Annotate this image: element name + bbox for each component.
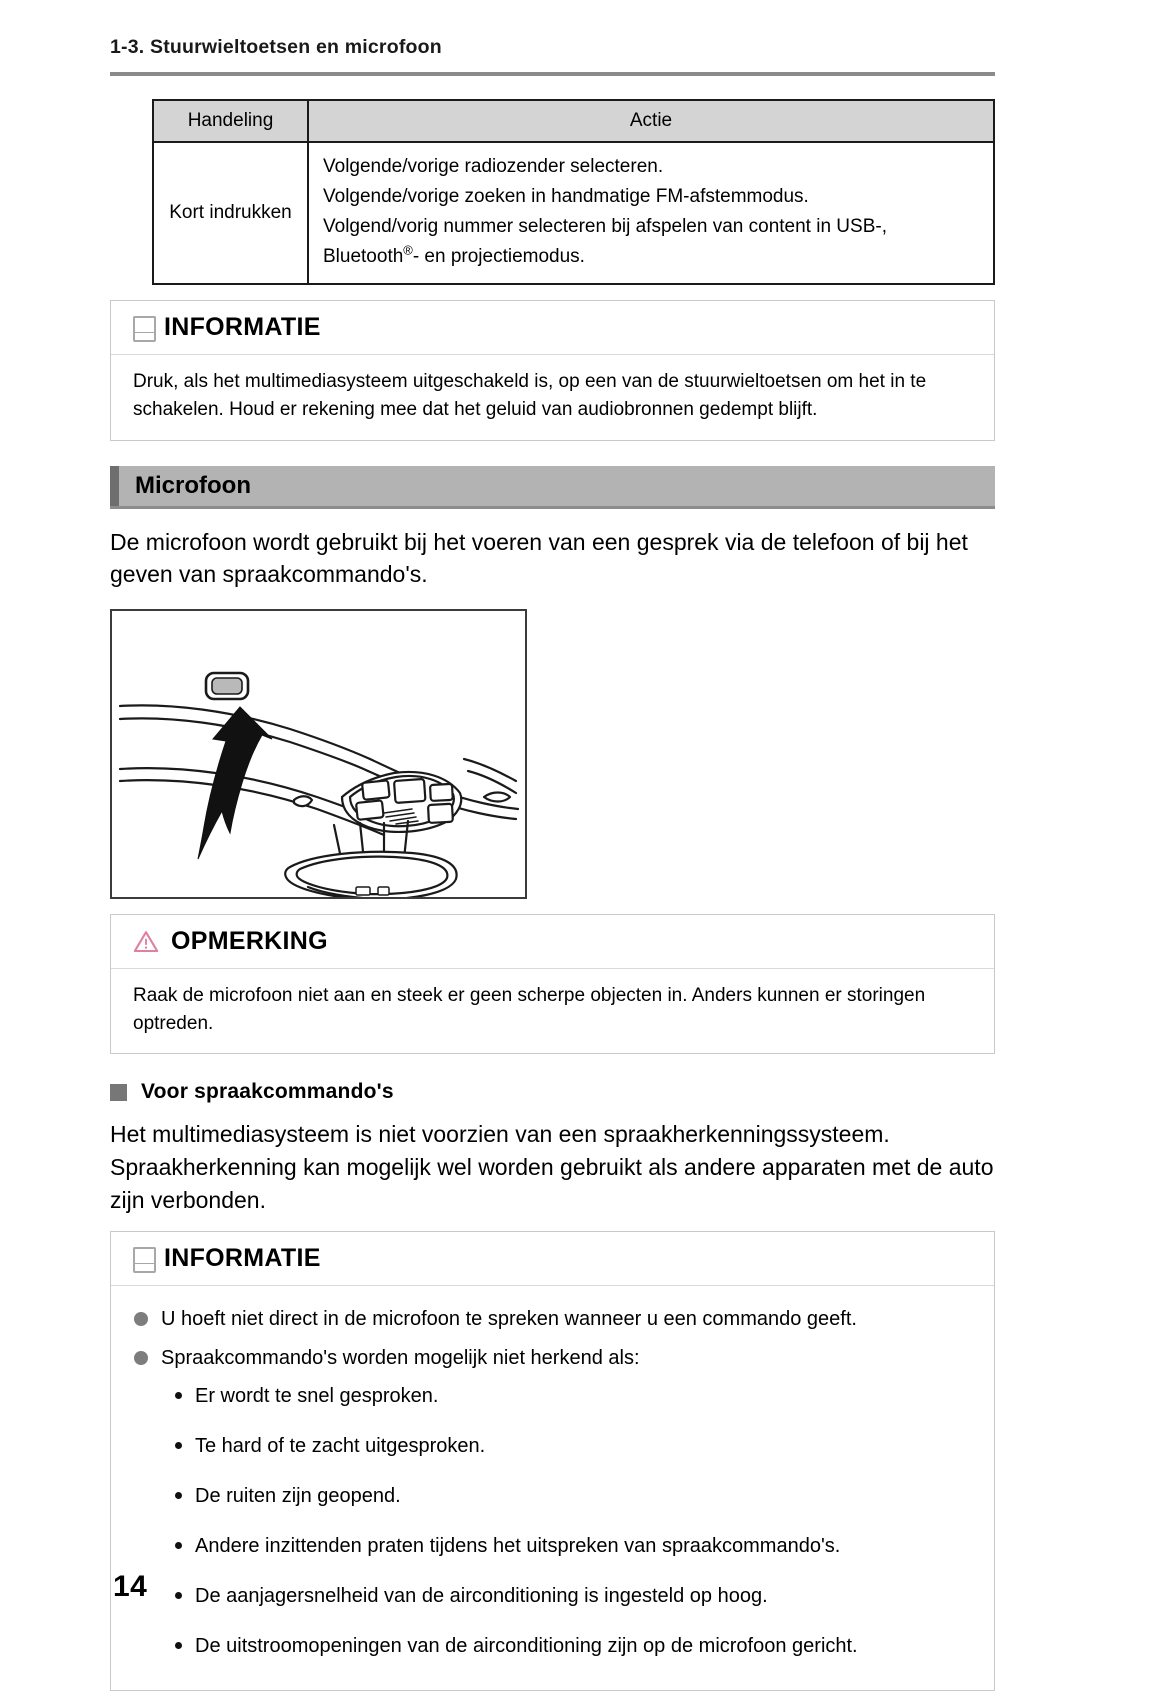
subsection-paragraph: Het multimediasysteem is niet voorzien van een spraakherkenningssysteem. Spraakherkenning kan mogelijk wel worden gebruikt als andere apparaten met de auto zijn verbonden. <box>110 1121 994 1213</box>
microphone-location-illustration <box>110 609 527 899</box>
sub-list-item <box>161 1633 976 1659</box>
sub-list-item <box>161 1433 976 1459</box>
book-icon <box>133 316 152 339</box>
sub-list-item-text: De uitstroomopeningen van de airconditioning zijn op de microfoon gericht. <box>195 1635 858 1658</box>
sub-list-item-text: De aanjagersnelheid van de airconditioning is ingesteld op hoog. <box>195 1585 768 1608</box>
actie-line-4 <box>323 242 981 272</box>
small-bullet-icon <box>175 1442 182 1449</box>
actie-line-2: Volgende/vorige zoeken in handmatige FM-afstemmodus. <box>323 186 809 208</box>
cell-handeling: Kort indrukken <box>153 142 308 284</box>
info-panel-1 <box>110 300 995 440</box>
table-header-row <box>153 100 994 142</box>
notice-panel-header <box>111 915 994 969</box>
sub-list-item-text: Te hard of te zacht uitgesproken. <box>195 1435 486 1458</box>
subsection-heading-voor-spraakcommandos <box>110 1080 995 1104</box>
notice-panel-body <box>111 969 994 1053</box>
actie-line-4-text: Bluetooth <box>323 246 404 268</box>
round-bullet-icon <box>134 1351 148 1365</box>
actie-line-4-suffix: - en projectiemodus. <box>412 246 585 268</box>
sub-list-item <box>161 1533 976 1559</box>
sub-list-item-text: De ruiten zijn geopend. <box>195 1485 401 1508</box>
cell-actie <box>308 142 994 284</box>
small-bullet-icon <box>175 1542 182 1549</box>
small-bullet-icon <box>175 1392 182 1399</box>
info-sub-bullet-list <box>161 1383 976 1659</box>
sub-list-item-text: Er wordt te snel gesproken. <box>195 1385 439 1408</box>
notice-panel-text: Raak de microfoon niet aan en steek er geen scherpe objecten in. Anders kunnen er storingen optreden. <box>133 984 926 1034</box>
sub-list-item <box>161 1483 976 1509</box>
sub-list-item-text: Andere inzittenden praten tijdens het uitspreken van spraakcommando's. <box>195 1535 841 1558</box>
list-item-text: Spraakcommando's worden mogelijk niet herkend als: <box>161 1347 640 1370</box>
info-panel-1-body <box>111 355 994 439</box>
small-bullet-icon <box>175 1642 182 1649</box>
headliner-line-drawing <box>112 611 525 897</box>
small-bullet-icon <box>175 1492 182 1499</box>
info-panel-2-title: INFORMATIE <box>164 1244 321 1273</box>
info-panel-2-header <box>111 1232 994 1286</box>
registered-mark: ® <box>403 242 413 258</box>
page-number: 14 <box>113 1570 148 1603</box>
list-item-text: U hoeft niet direct in de microfoon te spreken wanneer u een commando geeft. <box>161 1308 857 1331</box>
small-bullet-icon <box>175 1592 182 1599</box>
section-intro-paragraph: De microfoon wordt gebruikt bij het voeren van een gesprek via de telefoon of bij het geven van spraakcommando's. <box>110 528 968 588</box>
book-icon <box>133 1247 152 1270</box>
actie-line-1: Volgende/vorige radiozender selecteren. <box>323 156 664 177</box>
table-row <box>153 142 994 284</box>
header-rule <box>110 72 995 76</box>
page-content <box>110 0 995 1691</box>
list-item <box>133 1345 976 1659</box>
actie-line-3: Volgend/vorig nummer selecteren bij afspelen van content in USB-, <box>323 216 887 238</box>
section-heading-label: Microfoon <box>135 471 251 499</box>
subsection-heading-label: Voor spraakcommando's <box>141 1080 394 1104</box>
info-panel-1-header <box>111 301 994 355</box>
list-item <box>133 1306 976 1332</box>
callout-arrow <box>198 707 272 859</box>
column-header-actie: Actie <box>308 100 994 142</box>
info-panel-1-text: Druk, als het multimediasysteem uitgeschakeld is, op een van de stuurwieltoetsen om het in te schakelen. Houd er rekening mee dat het geluid van audiobronnen gedempt blijft. <box>133 371 927 420</box>
column-header-handeling: Handeling <box>153 100 308 142</box>
info-bullet-list <box>133 1306 976 1659</box>
operation-table <box>152 99 995 285</box>
running-header: 1-3. Stuurwieltoetsen en microfoon <box>110 36 442 58</box>
info-panel-1-title: INFORMATIE <box>164 313 321 342</box>
info-panel-2 <box>110 1231 995 1691</box>
notice-panel-opmerking <box>110 914 995 1054</box>
info-panel-2-body <box>111 1286 994 1690</box>
notice-panel-title: OPMERKING <box>171 926 328 955</box>
round-bullet-icon <box>134 1312 148 1326</box>
section-heading-microfoon <box>110 466 995 506</box>
square-bullet-icon <box>110 1084 127 1101</box>
warning-triangle-icon <box>133 930 159 953</box>
sub-list-item <box>161 1383 976 1409</box>
sub-list-item <box>161 1583 976 1609</box>
